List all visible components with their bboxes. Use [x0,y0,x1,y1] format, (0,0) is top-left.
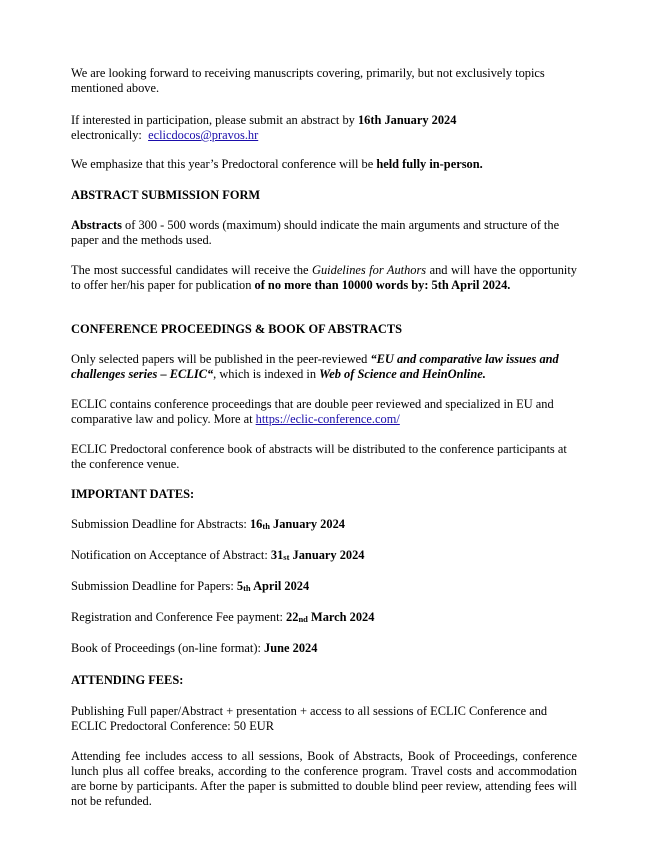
book-of-abstracts-paragraph: ECLIC Predoctoral conference book of abstracts will be distributed to the conference participants at the conference venue. [71,442,567,471]
date-item: Notification on Acceptance of Abstract: $31_{st}$ January 2024 [71,548,365,562]
email-link[interactable]: eclicdocos@pravos.hr [148,128,259,142]
abstract-form-heading: ABSTRACT SUBMISSION FORM [71,188,261,202]
abstract-length-paragraph: Abstracts of 300 - 500 words (maximum) should indicate the main arguments and structure of the paper and the methods used. [71,218,560,247]
intro-paragraph: We are looking forward to receiving manuscripts covering, primarily, but not exclusively topics mentioned above. [71,66,545,95]
important-dates-heading: IMPORTANT DATES: [71,487,195,501]
date-item: Submission Deadline for Papers: $5_{th}$ April 2024 [71,579,310,593]
publication-paragraph: Only selected papers will be published in the peer-reviewed “EU and comparative law issues and challenges series – ECLIC“, which is indexed in Web of Science and HeinOnline. [71,352,559,381]
date-item: Registration and Conference Fee payment: $22_{nd}$ March 2024 [71,610,375,624]
conference-website-link[interactable]: https://eclic-conference.com/ [255,412,400,426]
fee-details-paragraph: Attending fee includes access to all sessions, Book of Abstracts, Book of Proceedings, conference lunch plus all coffee breaks, according to the conference program. Travel costs and accommodation are borne by participants. After the paper is submitted to double blind peer review, attending fees will not be refunded. [71,749,577,808]
fee-paragraph: Publishing Full paper/Abstract + presentation + access to all sessions of ECLIC Conference and ECLIC Predoctoral Conference: 50 EUR [71,704,548,733]
participation-paragraph: If interested in participation, please submit an abstract by 16th January 2024 electronically: eclicdocos@pravos.hr [71,113,457,142]
proceedings-heading: CONFERENCE PROCEEDINGS & BOOK OF ABSTRACTS [71,322,403,336]
guidelines-paragraph: The most successful candidates will receive the Guidelines for Authors and will have the opportunity to offer her/his paper for publication of no more than 10000 words by: 5th April 2024. [71,263,577,292]
date-item: Submission Deadline for Abstracts: $16_{th}$ January 2024 [71,517,345,531]
attending-fees-heading: ATTENDING FEES: [71,673,184,687]
eclic-info-paragraph: ECLIC contains conference proceedings that are double peer reviewed and specialized in EU and comparative law and policy. More at https://eclic-conference.com/ [71,397,554,426]
abstract-deadline: 16th January 2024 [357,113,457,127]
emphasis-paragraph: We emphasize that this year’s Predoctoral conference will be held fully in-person. [71,157,483,171]
date-item: Book of Proceedings (on-line format): June 2024 [71,641,318,655]
